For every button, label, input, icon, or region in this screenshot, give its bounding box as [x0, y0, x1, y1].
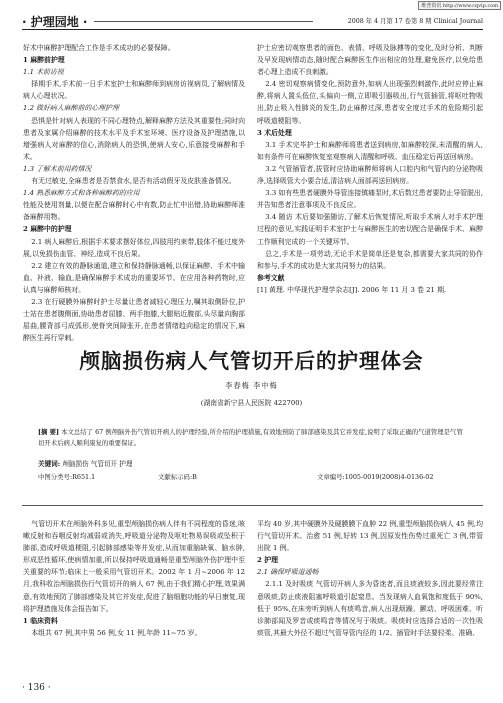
section-heading: 3 术后处理 [257, 128, 292, 137]
paragraph: 3.4 随访 术后要如强随访,了解术后恢复情况,听取手术病人对手术护理过程的意见,实践证明手术室护士与麻醉医生的密切配合是确保手术、麻醉工作顺利完成的一个关键环节。 [257, 213, 483, 246]
section-title: · 护理园地 · [22, 15, 88, 29]
column-bottom-right [257, 518, 483, 639]
subsection-heading: 2.1 确保呼吸道通畅 [257, 568, 319, 577]
keywords-label: 关键词: [38, 460, 61, 468]
column-top-right [257, 42, 483, 296]
paragraph: 护士应密切观察患者的面色、表情、呼吸及脉搏等的变化,及时分析、判断及早发现病情动态,随时配合麻醉医生作出相应的处理,避免医疗,以免给患者心理上造成不良刺激。 [257, 44, 483, 77]
section-heading: 参考文献 [257, 273, 285, 282]
paragraph: 气管切开术在颅脑外科多见,重型颅脑损伤病人伴有不同程度的昏迷,咳嗽反射和吞咽反射均减弱或消失,呼吸道分泌物及呕吐物易误吸或坠积于肺部,造成呼吸道梗阻,引起肺部感染等并发症,从而加重脑缺氧、脑水肿,形成恶性循环,使病情加重,所以保持呼吸道通畅是重型颅脑外伤护理中至关重要的环节;临床上一般采用气管切开术。2002 年 1 月~2006 年 12 月,我科收治颅脑损伤行气管切开的病人 67 例,由于我们精心护理,效果满意,有效地预防了肺部感染及其它并发症,促进了脑细胞功能的早日康复,现将护理措施及体会报告如下。 [23, 520, 245, 613]
abstract-text: 本文总结了 67 例颅脑外伤气管切开病人的护理经验,所介绍的护理措施,有效地预防了肺部感染及其它并发症,说明了采取正确的气道管理是气管切开术后病人顺利康复的重要保证。 [38, 428, 463, 447]
article-title: 颅脑损伤病人气管切开后的护理体会 [79, 349, 424, 373]
paragraph: 有无过敏史,全麻患者是否禁食水,是否有活动假牙及皮肤准备情况。 [31, 177, 236, 186]
paragraph: 3.2 气管插管者,拔管时应协助麻醉师将病人口腔内和气管内的分泌物吸净,选择吸管大小要合适,清洁病人面部再送回病房。 [257, 164, 483, 186]
article-number: 文章编号:1005-0019(2008)4-0136-02 [317, 473, 434, 481]
abstract-divider [22, 505, 483, 506]
section-heading: 1 临床资料 [23, 616, 58, 625]
clc-number: 中图分类号:R651.1 [38, 473, 96, 481]
paragraph: 本组共 67 例,其中男 56 例,女 11 例,年龄 11~75 岁。 [31, 628, 202, 637]
header-rule [94, 21, 313, 22]
paragraph: 3.3 如有些患者硬膜外导管连接镇痛泵时,术后数过患者要防止导管脱出,并告知患者注意事项及不良反应。 [257, 189, 483, 210]
paragraph: 2.3 在行硬膜外麻醉时护士尽量让患者减轻心理压力,嘱其取侧卧位,护士站在患者腹侧面,协助患者屈膝、两手抱膝,大腿贴近腹部,头尽量向胸部屈曲,腰背部弓成弧形,使脊突间隙张开,在患者情绪趋向稳定的情况下,麻醉医生再行穿刺。 [23, 297, 245, 343]
subsection-heading: 1.3 了解术前用药情况 [23, 164, 92, 173]
paragraph: 平均 40 岁,其中硬膜外及硬膜膜下血肿 22 例,重型颅脑损伤病人 45 例,均行气管切开术。治愈 51 例,好转 13 例,因原发性伤势过重死亡 3 例,带管出院 1 例。 [257, 520, 483, 553]
article-authors: 李春梅 李中梅 [225, 381, 278, 390]
abstract [38, 427, 468, 449]
paragraph: 恐惧是针对病人表现的不同心理特点,解释麻醉方法及其重要性;同时向患者及家属介绍麻醉的技术水平及手术室环境、医疗设备及护理措施,以增强病人对麻醉的信心,消除病人的恐惧,使病人安心,乐意接受麻醉和手术。 [23, 116, 245, 161]
keywords-text: 颅脑损伤 气管切开 护理 [62, 460, 133, 468]
section-heading: 2 麻醉中的护理 [23, 225, 72, 234]
paragraph: 性能及使用剂量,以便在配合麻醉时心中有数,防止忙中出错,协助麻醉师准备麻醉用物。 [23, 201, 245, 222]
column-bottom-left [23, 518, 245, 639]
subsection-heading: 1.1 术前访视 [23, 68, 64, 77]
section-heading: 2 护理 [257, 556, 278, 565]
paragraph: 好术中麻醉护理配合工作是手术成功的必要保障。 [23, 44, 175, 52]
subsection-heading: 1.4 熟悉麻醉方式和各种麻醉药的应用 [23, 189, 140, 198]
paragraph: 择期手术,手术前一日手术室护士和麻醉师到病房访视病员,了解病情及病人心理状况。 [23, 80, 245, 101]
paragraph: [1] 黄理. 中华现代护理学杂志[J]. 2006 年 11 月 3 卷 21 期. [257, 285, 447, 294]
keywords [38, 458, 132, 468]
article-affiliation: (湖南省新宁县人民医院 422700) [200, 399, 303, 407]
column-top-left [23, 42, 245, 344]
page-number: · 136 · [22, 683, 51, 693]
paragraph: 2.2 建立有效的静脉通道,建立和保持静脉通畅,以保证麻醉、手术中输血、补液、输血,是确保麻醉手术成功的重要环节。在应用各种药物时,应认真与麻醉师核对。 [23, 261, 245, 294]
paragraph: 总之,手术是一项劳动,无论手术是简单还是复杂,都需要大家共同的协作和参与,手术的成功是大家共同努力的结果。 [257, 249, 483, 270]
issue-info: 2008 年 4 月第 17 卷第 8 期 Clinical Journal [347, 18, 483, 25]
paragraph: 3.1 手术完毕护士和麻醉师将患者送到病房,如麻醉较深,未清醒的病人,如有条件可在麻醉恢复室观察病人清醒和呼吸、血压稳定后再送回病房。 [257, 140, 483, 161]
watermark: 维普资讯 http://www.cqvip.com [418, 1, 501, 10]
abstract-label: [摘 要] [38, 428, 60, 436]
page-header [22, 12, 483, 28]
paragraph: 2.4 密切观察病情变化,预防意外,如病人出现强烈刺激作,此时应停止麻醉,将病人置头低位,头偏向一侧,立即吸引器吸出,行气管插管,将呕吐物吸出,防止吸入性肺炎的发生,防止麻醉过深,患者安全度过手术的危险期引起呼吸道梗阻等。 [257, 80, 483, 125]
document-code: 文献标示码:B [158, 473, 197, 481]
paragraph: 2.1.1 及时吸痰 气管切开病人多为昏迷者,而且痰液较多,因此要经常注意吸痰,防止痰液阻塞呼吸道引起窒息。当发现病人血氧饱和度低于 90%,低于 95%,在床旁听到病人有痰鸣音,病人出现烦躁、颤动、呼吸困难、听诊肺部闻及罗音或痰鸣音等情况写于吸痰。吸痰时应选择合适的一次性吸痰管,其最大外径不超过气管导管内径的 1/2。插管时手法要轻柔、准确、 [257, 580, 483, 637]
paragraph: 2.1 病人麻醉后,根据手术要求摆好体位,四肢用约束带,肢体不能过度外展,以免损伤血管、神经,造成不良后果。 [23, 237, 245, 258]
section-heading: 1 麻醉前护理 [23, 56, 65, 65]
header-divider [22, 29, 483, 30]
subsection-heading: 1.2 做好病人麻醉前的心理护理 [23, 104, 119, 113]
